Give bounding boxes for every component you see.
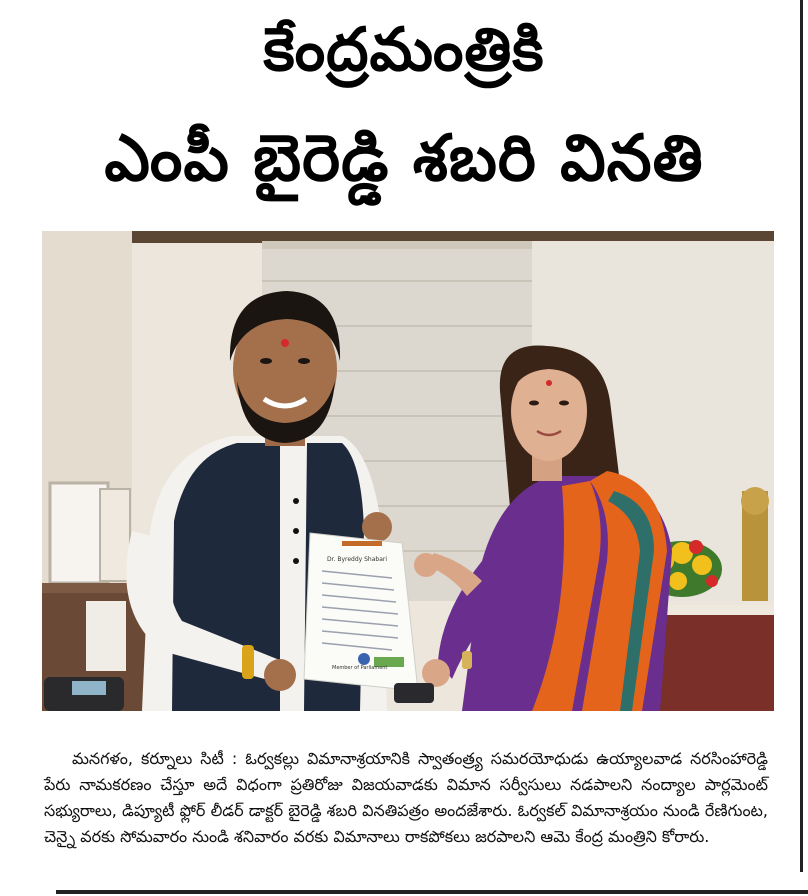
mobile-phone: [394, 683, 434, 703]
bottom-rule: [56, 890, 808, 894]
news-photo: [42, 231, 774, 711]
letter-subheading: Member of Parliament: [332, 665, 388, 671]
article-body: మనగళం, కర్నూలు సిటీ : ఓర్వకల్లు విమానాశ్రయానికి స్వాతంత్ర్య సమరయోధుడు ఉయ్యాలవాడ నరసింహారెడ్డి పేరు నామకరణం చేస్తూ అదే విధంగా ప్రతిరోజు విజయవాడకు విమాన సర్వీసులు నడపాలని నంద్యాల పార్లమెంట్ సభ్యురాలు, డిప్యూటీ ఫ్లోర్ లీడర్ డాక్టర్ బైరెడ్డి శబరి వినతిపత్రం అందజేశారు. ఓర్వకల్ విమానాశ్రయం నుండి రేణిగుంట, చెన్నై వరకు సోమవారం నుండి శనివారం వరకు విమానాలు రాకపోకలు జరపాలని ఆమె కేంద్ర మంత్రిని కోరారు.: [44, 749, 768, 846]
headline-line-2: ఎంపీ బైరెడ్డి శబరి వినతి: [104, 122, 704, 196]
column-rule: [800, 0, 803, 872]
letter-heading: Dr. Byreddy Shabari: [327, 556, 388, 563]
picture-frame: [50, 483, 130, 583]
headline-line-1: కేంద్రమంత్రికి: [263, 15, 545, 85]
telephone: [44, 677, 124, 711]
statue: [741, 487, 769, 601]
memorandum-letter: [304, 533, 418, 691]
